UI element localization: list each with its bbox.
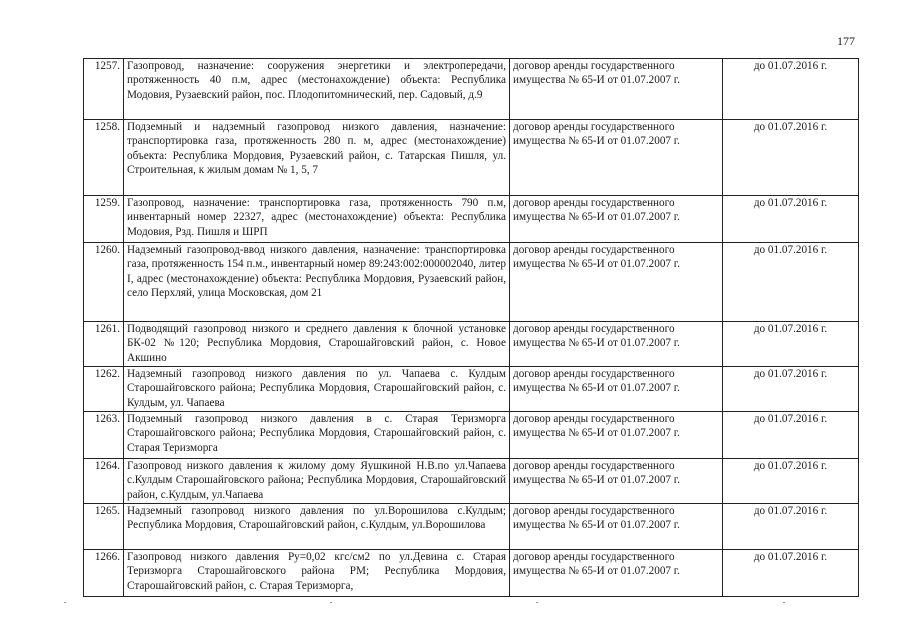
row-number: 1260. xyxy=(84,243,124,322)
registry-table xyxy=(83,58,859,597)
object-description: Газопровод низкого давления Ру=0,02 кгс/см2 по ул.Девина с. Старая Теризморга Старошайговского района РМ; Республика Мордовия, Старошайговский район, с. Старая Теризморга, xyxy=(124,550,510,597)
lease-term: до 01.07.2016 г. xyxy=(723,367,859,412)
lease-contract: договор аренды государственного имущества № 65-И от 01.07.2007 г. xyxy=(510,59,723,120)
lease-contract: договор аренды государственного имущества № 65-И от 01.07.2007 г. xyxy=(510,120,723,196)
row-number: 1259. xyxy=(84,196,124,243)
object-description: Газопровод низкого давления к жилому дому Яушкиной Н.В.по ул.Чапаева с.Кулдым Старошайговского района; Республика Мордовия, Старошайговский район, с.Кулдым, ул.Чапаева xyxy=(124,459,510,504)
row-number: 1262. xyxy=(84,367,124,412)
object-description: Подземный газопровод низкого давления в с. Старая Теризморга Старошайговского района; Республика Мордовия, Старошайговский район, с. Старая Теризморга xyxy=(124,412,510,459)
row-number: 1265. xyxy=(84,504,124,550)
row-number: 1258. xyxy=(84,120,124,196)
table-row xyxy=(84,459,859,504)
lease-term: до 01.07.2016 г. xyxy=(723,322,859,367)
lease-contract: договор аренды государственного имущества № 65-И от 01.07.2007 г. xyxy=(510,196,723,243)
lease-term: до 01.07.2016 г. xyxy=(723,550,859,597)
table-row xyxy=(84,412,859,459)
object-description: Газопровод, назначение: транспортировка газа, протяженность 790 п.м, инвентарный номер 22327, адрес (местонахождение) объекта: Республика Модовия, Рзд. Пишля и ШРП xyxy=(124,196,510,243)
lease-term: до 01.07.2016 г. xyxy=(723,120,859,196)
row-number: 1266. xyxy=(84,550,124,597)
lease-contract: договор аренды государственного имущества № 65-И от 01.07.2007 г. xyxy=(510,550,723,597)
table-row xyxy=(84,322,859,367)
table-row xyxy=(84,196,859,243)
row-number: 1263. xyxy=(84,412,124,459)
scan-edge-marks xyxy=(0,602,905,622)
lease-term: до 01.07.2016 г. xyxy=(723,504,859,550)
row-number: 1264. xyxy=(84,459,124,504)
lease-term: до 01.07.2016 г. xyxy=(723,196,859,243)
table-row xyxy=(84,550,859,597)
lease-contract: договор аренды государственного имущества № 65-И от 01.07.2007 г. xyxy=(510,459,723,504)
object-description: Надземный газопровод низкого давления по ул. Чапаева с. Кулдым Старошайговского района; Республика Мордовия, Старошайговский район, с. Кулдым, ул. Чапаева xyxy=(124,367,510,412)
table-row xyxy=(84,367,859,412)
object-description: Надземный газопровод-ввод низкого давления, назначение: транспортировка газа, протяженность 154 п.м., инвентарный номер 89:243:002:000002040, литер I, адрес (местонахождение) объекта: Республика Мордовия, Рузаевский район, село Перхляй, улица Московская, дом 21 xyxy=(124,243,510,322)
row-number: 1261. xyxy=(84,322,124,367)
page-number: 177 xyxy=(837,34,855,48)
object-description: Подводящий газопровод низкого и среднего давления к блочной установке БК-02 №120; Республика Мордовия, Старошайговский район, с. Новое Акшино xyxy=(124,322,510,367)
table-row xyxy=(84,59,859,120)
table-row xyxy=(84,504,859,550)
lease-contract: договор аренды государственного имущества № 65-И от 01.07.2007 г. xyxy=(510,504,723,550)
table-row xyxy=(84,120,859,196)
object-description: Надземный газопровод низкого давления по ул.Ворошилова с.Кулдым; Республика Мордовия, Старошайговский район, с.Кулдым, ул.Ворошилова xyxy=(124,504,510,550)
lease-contract: договор аренды государственного имущества № 65-И от 01.07.2007 г. xyxy=(510,412,723,459)
lease-contract: договор аренды государственного имущества № 65-И от 01.07.2007 г. xyxy=(510,367,723,412)
object-description: Подземный и надземный газопровод низкого давления, назначение: транспортировка газа, протяженность 280 п. м, адрес (местонахождение) объекта: Республика Мордовия, Рузаевский район, с. Татарская Пишля, ул. Строительная, к жилым домам № 1, 5, 7 xyxy=(124,120,510,196)
lease-contract: договор аренды государственного имущества № 65-И от 01.07.2007 г. xyxy=(510,322,723,367)
lease-contract: договор аренды государственного имущества № 65-И от 01.07.2007 г. xyxy=(510,243,723,322)
table-row xyxy=(84,243,859,322)
lease-term: до 01.07.2016 г. xyxy=(723,459,859,504)
lease-term: до 01.07.2016 г. xyxy=(723,59,859,120)
lease-term: до 01.07.2016 г. xyxy=(723,243,859,322)
row-number: 1257. xyxy=(84,59,124,120)
lease-term: до 01.07.2016 г. xyxy=(723,412,859,459)
object-description: Газопровод, назначение: сооружения энергетики и электропередачи, протяженность 40 п.м, адрес (местонахождение) объекта: Республика Модовия, Рузаевский район, пос. Плодопитомнический, пер. Садовый, д.9 xyxy=(124,59,510,120)
